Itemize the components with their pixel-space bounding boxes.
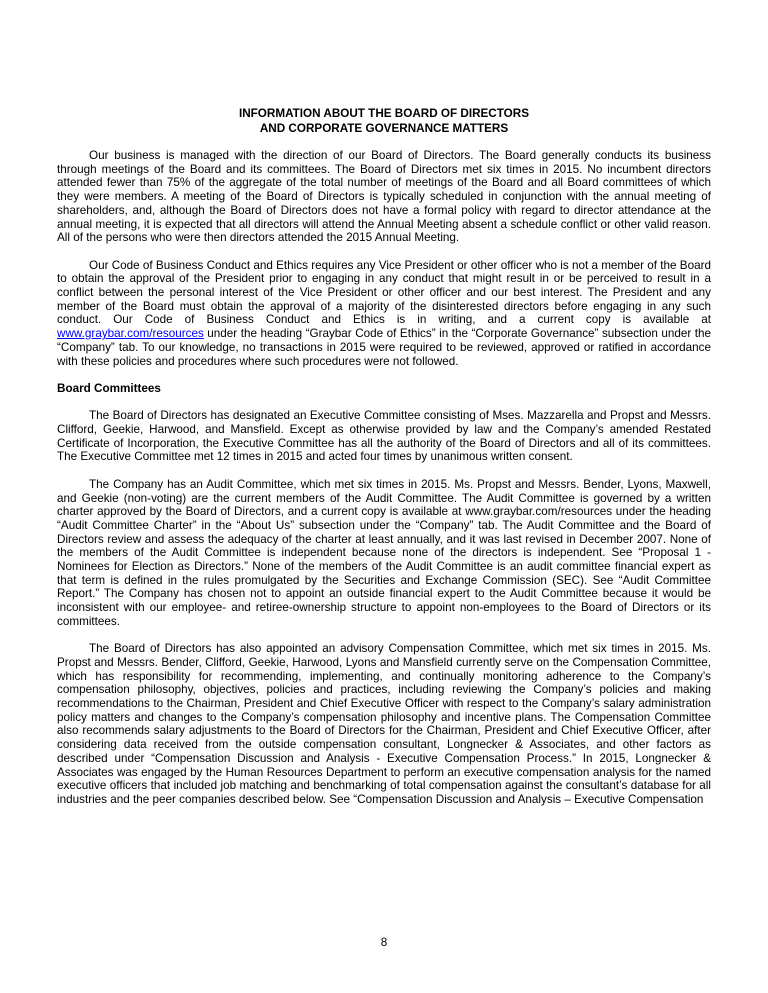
paragraph-executive-committee: The Board of Directors has designated an Executive Committee consisting of Mses. Mazzarella and Propst and Messrs. Clifford, Geekie, Harwood, and Mansfield. Except as otherwise provided by law and the Company’s amended Restated Certificate of Incorporation, the Executive Committee has all the authority of the Board of Directors and all of its committees. The Executive Committee met 12 times in 2015 and acted four times by unanimous written consent. xyxy=(57,409,711,464)
paragraph-code-of-ethics-text-before: Our Code of Business Conduct and Ethics requires any Vice President or other officer who is not a member of the Board to obtain the approval of the President prior to engaging in any conduct that might result in or be perceived to result in a conflict between the personal interest of the Vice President or other officer and our best interest. The President and any member of the Board must obtain the approval of a majority of the disinterested directors before engaging in any such conduct. Our Code of Business Conduct and Ethics is in writing, and a current copy is available at xyxy=(57,258,711,327)
page-title-line-1: INFORMATION ABOUT THE BOARD OF DIRECTORS xyxy=(238,107,529,120)
paragraph-board-meetings: Our business is managed with the direction of our Board of Directors. The Board generally conducts its business through meetings of the Board and its committees. The Board of Directors met six times in 2015. No incumbent directors attended fewer than 75% of the aggregate of the total number of meetings of the Board and all Board committees of which they were members. A meeting of the Board of Directors is typically scheduled in conjunction with the annual meeting of shareholders, and, although the Board of Directors does not have a formal policy with regard to director attendance at the annual meeting, it is expected that all directors will attend the Annual Meeting absent a schedule conflict or other valid reason. All of the persons who were then directors attended the 2015 Annual Meeting. xyxy=(57,149,711,245)
page-title-line-2: AND CORPORATE GOVERNANCE MATTERS xyxy=(259,122,509,135)
document-page xyxy=(57,106,711,820)
heading-board-committees: Board Committees xyxy=(57,381,161,395)
page-title xyxy=(57,106,711,136)
page-number: 8 xyxy=(380,936,388,949)
paragraph-compensation-committee: The Board of Directors has also appointed an advisory Compensation Committee, which met six times in 2015. Ms. Propst and Messrs. Bender, Clifford, Geekie, Harwood, Lyons and Mansfield currently serve on the Compensation Committee, which has responsibility for recommending, implementing, and continually monitoring adherence to the Company’s compensation philosophy, objectives, policies and practices, including reviewing the Company’s policies and making recommendations to the Chairman, President and Chief Executive Officer with respect to the Company’s salary administration policy matters and changes to the Company’s compensation philosophy and incentive plans. The Compensation Committee also recommends salary adjustments to the Board of Directors for the Chairman, President and Chief Executive Officer, after considering data received from the outside compensation consultant, Longnecker & Associates, and other factors as described under “Compensation Discussion and Analysis - Executive Compensation Process.” In 2015, Longnecker & Associates was engaged by the Human Resources Department to perform an executive compensation analysis for the named executive officers that included job matching and benchmarking of total compensation against the consultant’s database for all industries and the peer companies described below. See “Compensation Discussion and Analysis – Executive Compensation xyxy=(57,642,711,806)
paragraph-code-of-ethics xyxy=(57,259,711,369)
graybar-resources-link[interactable]: www.graybar.com/resources xyxy=(57,327,204,341)
paragraph-code-of-ethics-text-after: under the heading “Graybar Code of Ethics” in the “Corporate Governance” subsection under the “Company” tab. To our knowledge, no transactions in 2015 were required to be reviewed, approved or ratified in accordance with these policies and procedures where such procedures were not followed. xyxy=(57,327,711,368)
paragraph-audit-committee: The Company has an Audit Committee, which met six times in 2015. Ms. Propst and Messrs. Bender, Lyons, Maxwell, and Geekie (non-voting) are the current members of the Audit Committee. The Audit Committee is governed by a written charter approved by the Board of Directors, and a current copy is available at www.graybar.com/resources under the heading “Audit Committee Charter” in the “About Us” subsection under the “Company” tab. The Audit Committee and the Board of Directors review and assess the adequacy of the charter at least annually, and it was last revised in December 2007. None of the members of the Audit Committee is independent because none of the directors is independent. See “Proposal 1 - Nominees for Election as Directors.” None of the members of the Audit Committee is an audit committee financial expert as that term is defined in the rules promulgated by the Securities and Exchange Commission (SEC). See “Audit Committee Report.” The Company has chosen not to appoint an outside financial expert to the Audit Committee because it would be inconsistent with our employee- and retiree-ownership structure to appoint non-employees to the Board of Directors or its committees. xyxy=(57,477,711,628)
